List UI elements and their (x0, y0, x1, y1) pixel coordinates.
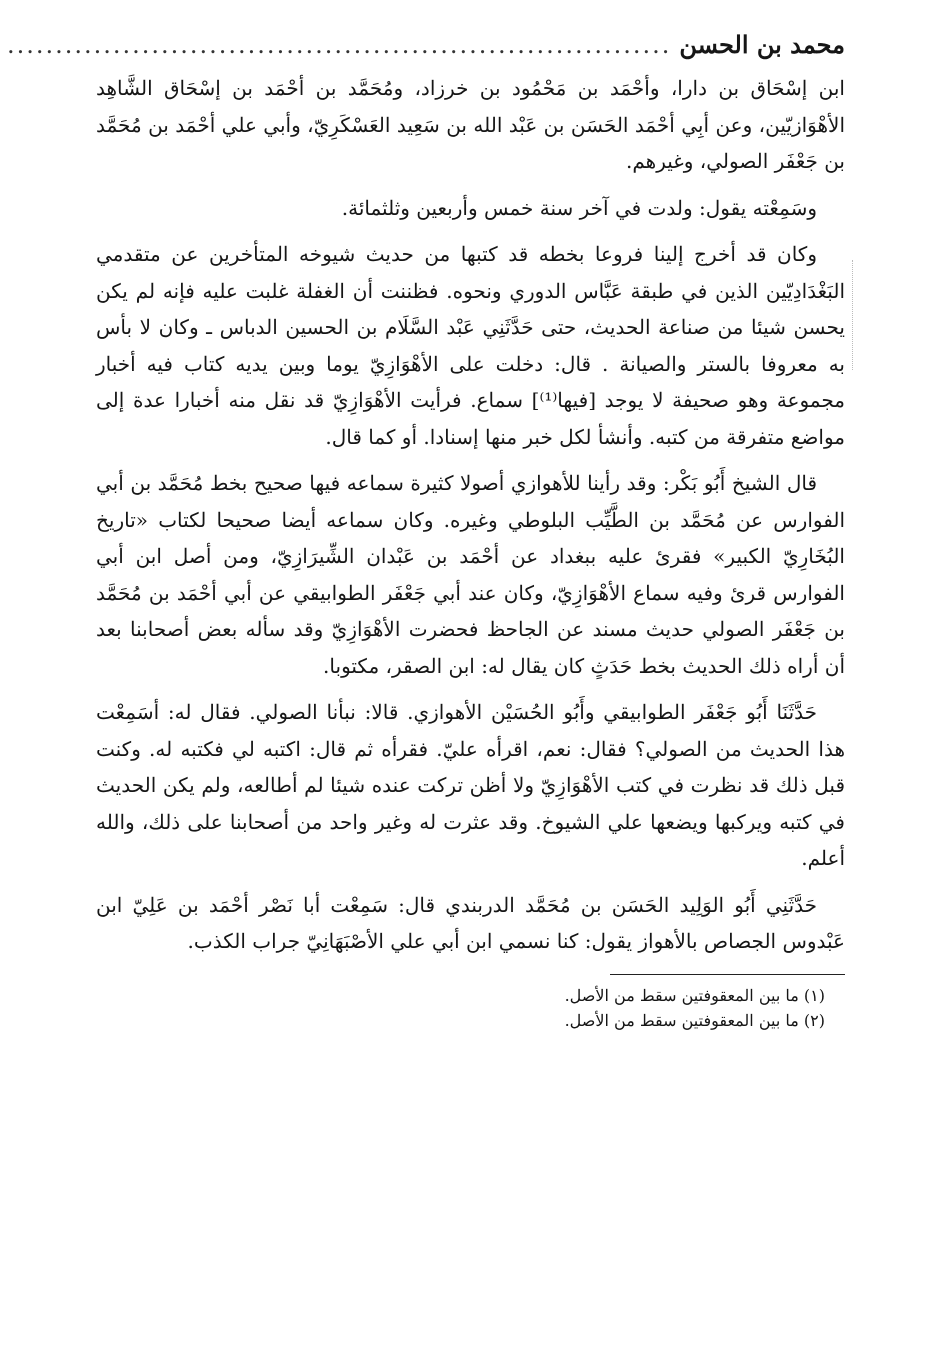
paragraph-3: وكان قد أخرج إلينا فروعا بخطه قد كتبها من حديث شيوخه المتأخرين عن متقدمي البَغْدَادِيّين الذين في طبقة عَبَّاس الدوري ونحوه. فظننت أن الغفلة غلبت عليه فإنه لم يكن يحسن شيئا من صناعة الحديث، حتى حَدَّثَنِي عَبْد السَّلَام بن الحسين الدباس ـ وكان لا بأس به معروفا بالستر والصيانة . قال: دخلت على الأهْوَازِيّ يوما وبين يديه كتاب فيه أخبار مجموعة وهو صحيفة لا يوجد [فيها⁽¹⁾] سماع. فرأيت الأهْوَازِيّ قد نقل منه أخبارا عدة إلى مواضع متفرقة من كتبه. وأنشأ لكل خبر منها إسنادا. أو كما قال. (96, 242, 846, 449)
footnote-separator (610, 974, 845, 975)
paragraph-6: حَدَّثَنِي أَبُو الوَلِيد الحَسَن بن مُحَمَّد الدربندي قال: سَمِعْت أبا نَصْر أحْمَد بن عَلِيّ ابن عَبْدوس الجصاص بالأهواز يقول: كنا نسمي ابن أبي علي الأصْبَهَانِيّ جراب الكذب. (96, 892, 845, 953)
paragraph-4: قال الشيخ أَبُو بَكْر: وقد رأينا للأهوازي أصولا كثيرة سماعه فيها صحيح بخط مُحَمَّد بن أبي الفوارس عن مُحَمَّد بن الطَّيِّب البلوطي وغيره. وكان سماعه أيضا صحيحا لكتاب «تاريخ البُخَارِيّ الكبير» فقرئ عليه ببغداد عن أحْمَد بن عَبْدان الشِّيرَازِيّ، ومن أصل ابن أبي الفوارس قرئ وفيه سماع الأهْوَازِيّ، وكان عند أبي جَعْفَر الطوابيقي عن أبي أحْمَد بن مُحَمَّد بن جَعْفَر الصولي حديث مسند عن الجاحظ فحضرت الأهْوَازِيّ وقد سأله بعض أصحابنا بعد أن أراه ذلك الحديث بخط حَدَثٍ كان يقال له: ابن الصقر، مكتوبا. (96, 471, 845, 678)
header-leader-dots: ..................................................................... (6, 31, 672, 59)
footnote-2: (٢) ما بين المعقوفتين سقط من الأصل. (564, 1010, 825, 1030)
running-header (6, 30, 845, 70)
paragraph-5: حَدَّثَنَا أَبُو جَعْفَر الطوابيقي وأَبُو الحُسَيْن الأهوازي. قالا: نبأنا الصولي. فقال له: أسَمِعْت هذا الحديث من الصولي؟ فقال: نعم، اقرأه عليّ. فقرأه ثم قال: اكتبه لي فكتبه له. وكنت قبل ذلك قد نظرت في كتب الأهْوَازِيّ ولا أظن تركت عنده شيئا لم أطالعه، ولم يكن الحديث في كتبه ويركبها ويضعها علي الشيوخ. وقد عثرت له وغير واحد من أصحابنا على ذلك، والله أعلم. (96, 700, 845, 870)
footnotes (96, 983, 845, 1033)
footnote-1: (١) ما بين المعقوفتين سقط من الأصل. (564, 985, 825, 1005)
paragraph-2: وسَمِعْته يقول: ولدت في آخر سنة خمس وأربعين وثلثمائة. (341, 195, 817, 220)
margin-mark (852, 260, 855, 370)
paragraph-1: ابن إسْحَاق بن دارا، وأحْمَد بن مَحْمُود بن خرزاد، ومُحَمَّد بن أحْمَد بن إسْحَاق الشَّاهِد الأهْوَازيّين، وعن أبِي أحْمَد الحَسَن بن عَبْد الله بن سَعِيد العَسْكَرِيّ، وأبي علي أحْمَد بن مُحَمَّد بن جَعْفَر الصولي، وغيرهم. (96, 76, 846, 173)
body-text (96, 70, 845, 960)
running-title: محمد بن الحسن (679, 30, 845, 59)
